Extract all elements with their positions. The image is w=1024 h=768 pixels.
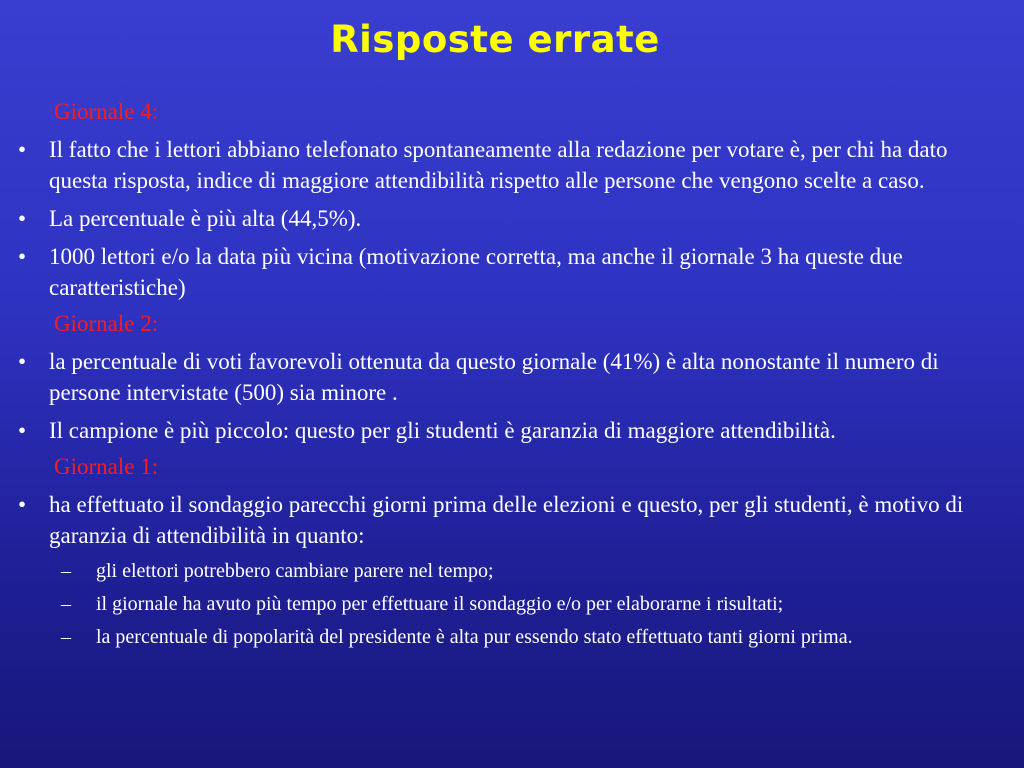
dash-marker: – xyxy=(61,626,71,648)
sub-bullet-text: il giornale ha avuto più tempo per effettuare il sondaggio e/o per elaborarne i risultati; xyxy=(96,593,784,615)
bullet-text: Il fatto che i lettori abbiano telefonato spontaneamente alla redazione per votare è, per chi ha dato questa risposta, indice di maggiore attendibilità rispetto alle persone che vengono scelte a caso. xyxy=(49,137,948,193)
bullet-marker: • xyxy=(18,492,27,517)
bullet-text: ha effettuato il sondaggio parecchi giorni prima delle elezioni e questo, per gli studenti, è motivo di garanzia di attendibilità in quanto: xyxy=(49,492,964,548)
bullet-item xyxy=(18,346,1010,408)
bullet-item xyxy=(18,134,1010,196)
slide-title: Risposte errate xyxy=(330,18,660,61)
bullet-marker: • xyxy=(18,349,27,374)
dash-marker: – xyxy=(61,593,71,615)
dash-marker: – xyxy=(61,560,71,582)
section-heading-giornale-2: Giornale 2: xyxy=(54,311,159,336)
slide-body xyxy=(18,98,1010,657)
bullet-item xyxy=(18,489,1010,551)
bullet-item xyxy=(18,241,1010,303)
bullet-marker: • xyxy=(18,137,27,162)
bullet-item xyxy=(18,203,1010,234)
section-heading-giornale-4: Giornale 4: xyxy=(54,99,159,124)
bullet-text: Il campione è più piccolo: questo per gli studenti è garanzia di maggiore attendibilità. xyxy=(49,418,836,443)
bullet-marker: • xyxy=(18,244,27,269)
sub-bullet-text: gli elettori potrebbero cambiare parere nel tempo; xyxy=(96,560,494,582)
bullet-text: la percentuale di voti favorevoli ottenuta da questo giornale (41%) è alta nonostante il numero di persone intervistate (500) sia minore . xyxy=(49,349,939,405)
section-heading-giornale-1: Giornale 1: xyxy=(54,454,159,479)
sub-bullet-item xyxy=(18,591,1010,617)
sub-bullet-text: la percentuale di popolarità del presidente è alta pur essendo stato effettuato tanti giorni prima. xyxy=(96,626,853,648)
bullet-item xyxy=(18,415,1010,446)
bullet-marker: • xyxy=(18,418,27,443)
bullet-text: 1000 lettori e/o la data più vicina (motivazione corretta, ma anche il giornale 3 ha queste due caratteristiche) xyxy=(49,244,903,300)
sub-bullet-item xyxy=(18,558,1010,584)
bullet-text: La percentuale è più alta (44,5%). xyxy=(49,206,362,231)
bullet-marker: • xyxy=(18,206,27,231)
sub-bullet-item xyxy=(18,624,1010,650)
